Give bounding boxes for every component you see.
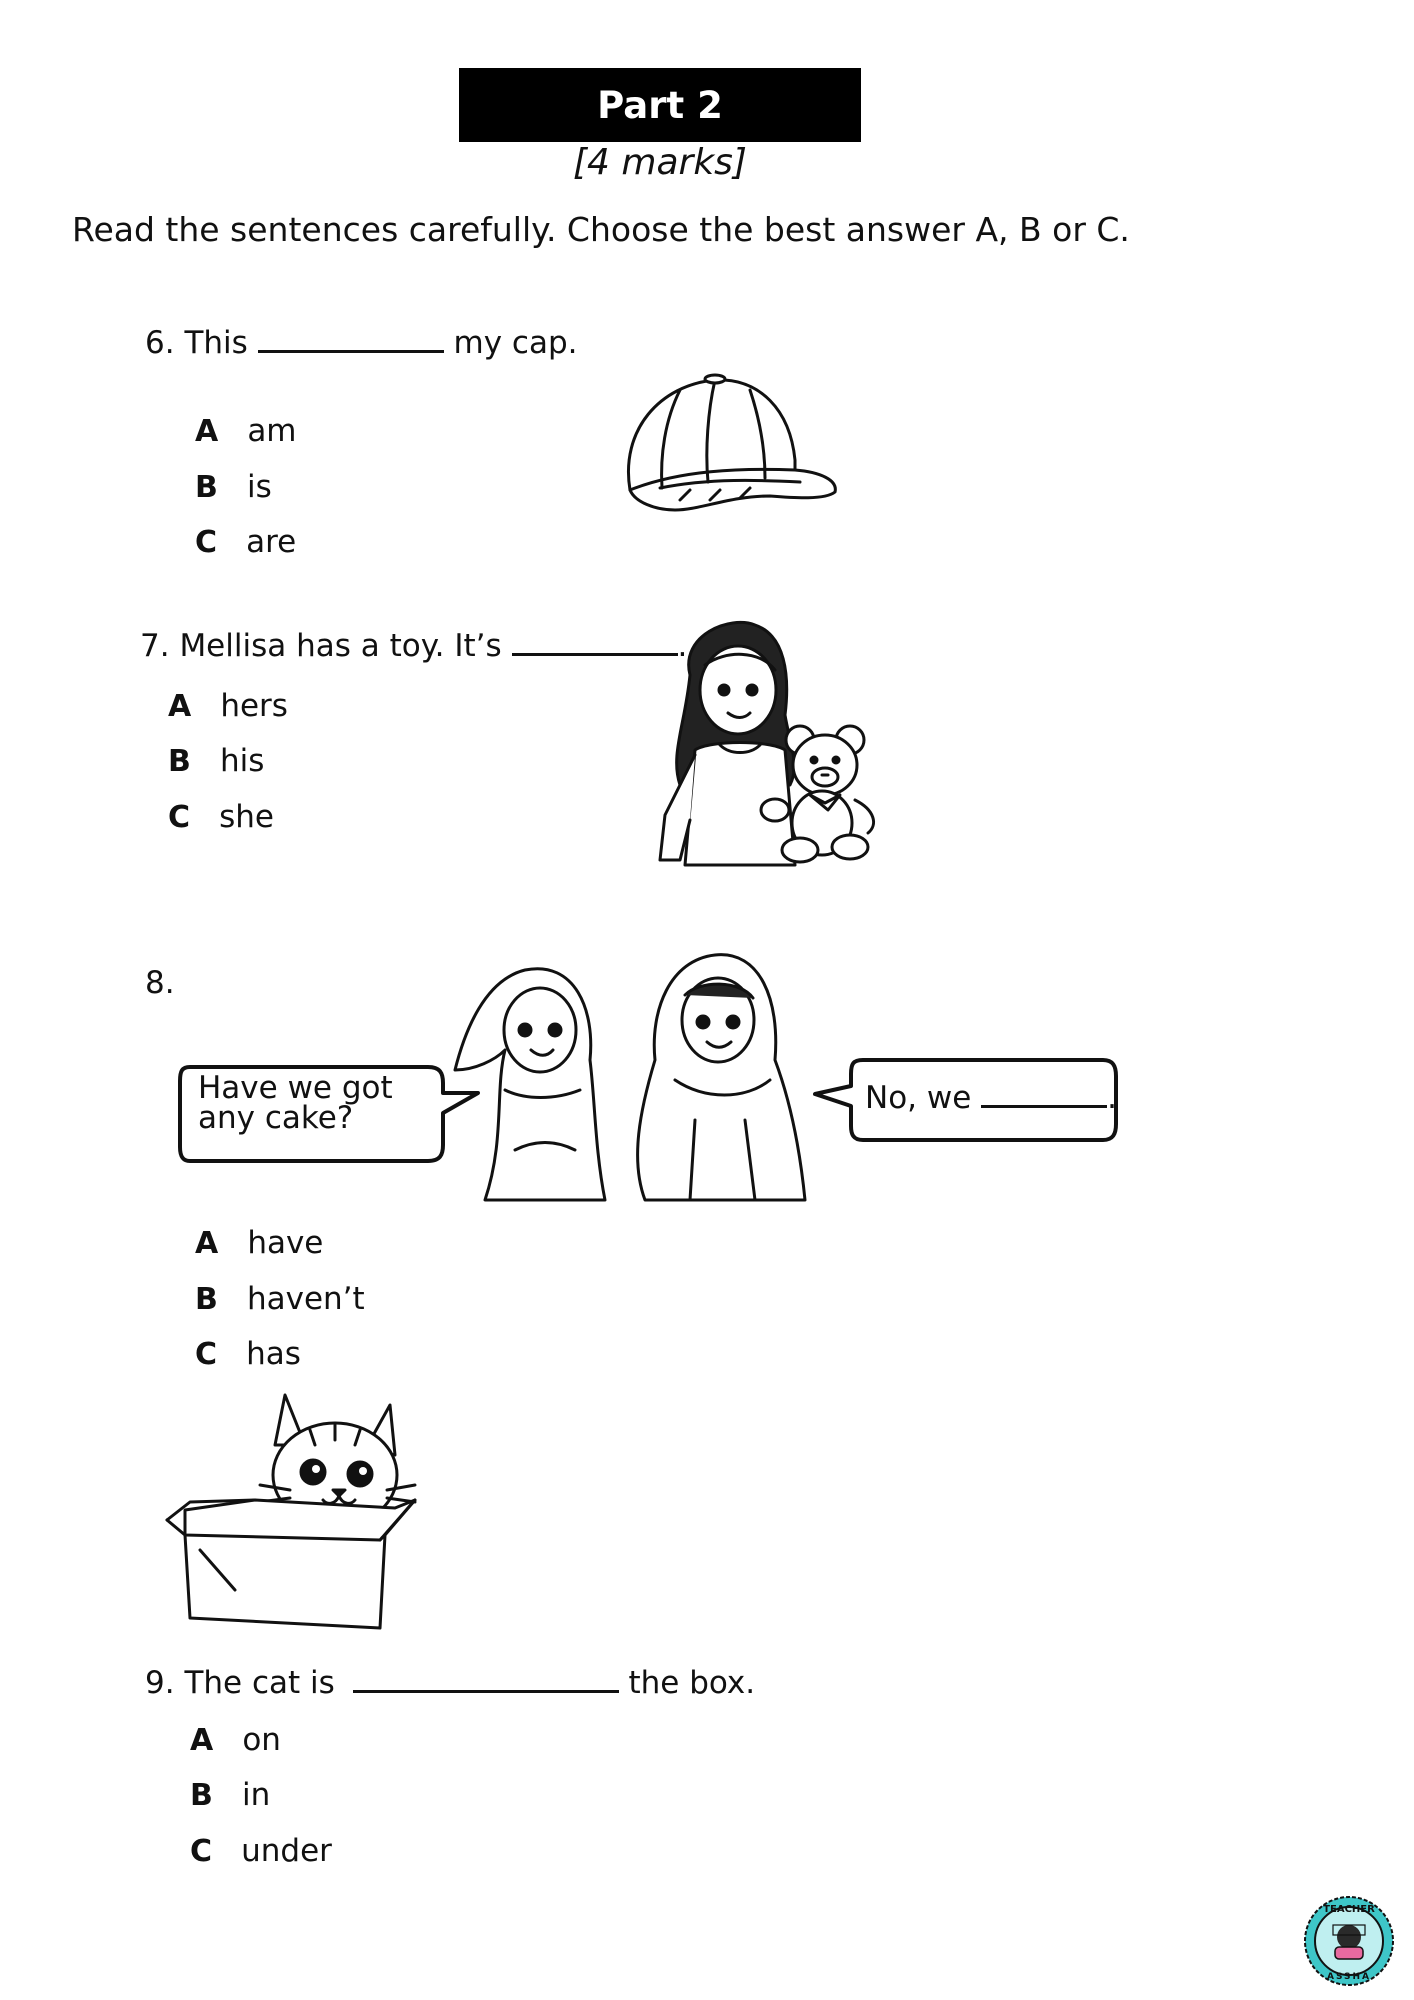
question-text-post: my cap.	[453, 325, 578, 361]
question-6	[145, 322, 578, 361]
option-letter: A	[195, 1226, 219, 1261]
option-c[interactable]	[168, 799, 274, 835]
option-text: has	[246, 1336, 301, 1372]
option-b[interactable]	[195, 1281, 365, 1317]
question-text-post: .	[677, 628, 688, 664]
girl-with-teddy-illustration	[650, 615, 880, 865]
option-text: are	[246, 524, 297, 560]
option-letter: A	[190, 1723, 214, 1758]
question-8-number: 8.	[145, 965, 175, 1001]
option-a[interactable]	[195, 1225, 323, 1261]
option-text: haven’t	[246, 1281, 365, 1317]
cap-illustration	[620, 370, 840, 520]
option-text: is	[246, 469, 272, 505]
question-text-post: the box.	[628, 1665, 756, 1701]
option-letter: B	[195, 470, 218, 505]
option-b[interactable]	[190, 1777, 270, 1813]
bubble-right-pre: No, we	[865, 1080, 972, 1116]
option-c[interactable]	[195, 1336, 301, 1372]
option-text: she	[219, 799, 274, 835]
option-c[interactable]	[195, 524, 296, 560]
bubble-right-post: .	[1107, 1080, 1118, 1116]
option-letter: A	[168, 689, 192, 724]
marks-label: [4 marks]	[573, 142, 747, 183]
question-text-pre: Mellisa has a toy. It’s	[179, 628, 502, 664]
option-letter: C	[190, 1834, 213, 1869]
question-text-pre: The cat is	[184, 1665, 335, 1701]
answer-blank	[258, 322, 444, 353]
question-7	[140, 625, 687, 664]
bubble-right-text	[865, 1080, 1118, 1116]
option-text: in	[241, 1777, 271, 1813]
answer-blank	[981, 1081, 1107, 1108]
option-a[interactable]	[190, 1722, 281, 1758]
option-text: am	[247, 413, 297, 449]
question-9	[145, 1662, 755, 1701]
part-title: Part 2	[459, 68, 861, 142]
option-c[interactable]	[190, 1833, 332, 1869]
option-letter: B	[190, 1778, 213, 1813]
logo-text-bottom: ASSHA	[1326, 1972, 1372, 1982]
instruction-text: Read the sentences carefully. Choose the best answer A, B or C.	[72, 210, 1130, 249]
bubble-left-line1: Have we got	[198, 1070, 393, 1106]
option-text: on	[242, 1722, 281, 1758]
teacher-assha-logo	[1303, 1895, 1395, 1987]
option-letter: C	[195, 525, 218, 560]
option-letter: C	[168, 800, 191, 835]
option-text: his	[219, 743, 265, 779]
cat-in-box-illustration	[165, 1390, 425, 1635]
option-letter: B	[195, 1282, 218, 1317]
option-b[interactable]	[195, 469, 272, 505]
logo-text-top: TEACHER	[1323, 1904, 1375, 1915]
option-letter: A	[195, 414, 219, 449]
question-text-pre: This	[184, 325, 248, 361]
question-number: 7.	[140, 628, 170, 664]
option-b[interactable]	[168, 743, 264, 779]
option-text: hers	[220, 688, 288, 724]
answer-blank	[353, 1662, 619, 1693]
two-girls-illustration	[445, 950, 825, 1200]
question-number: 6.	[145, 325, 175, 361]
question-number: 9.	[145, 1665, 175, 1701]
option-letter: B	[168, 744, 191, 779]
bubble-left-line2: any cake?	[198, 1100, 354, 1136]
option-text: have	[247, 1225, 324, 1261]
option-a[interactable]	[195, 413, 297, 449]
option-letter: C	[195, 1337, 218, 1372]
option-a[interactable]	[168, 688, 288, 724]
option-text: under	[241, 1833, 332, 1869]
